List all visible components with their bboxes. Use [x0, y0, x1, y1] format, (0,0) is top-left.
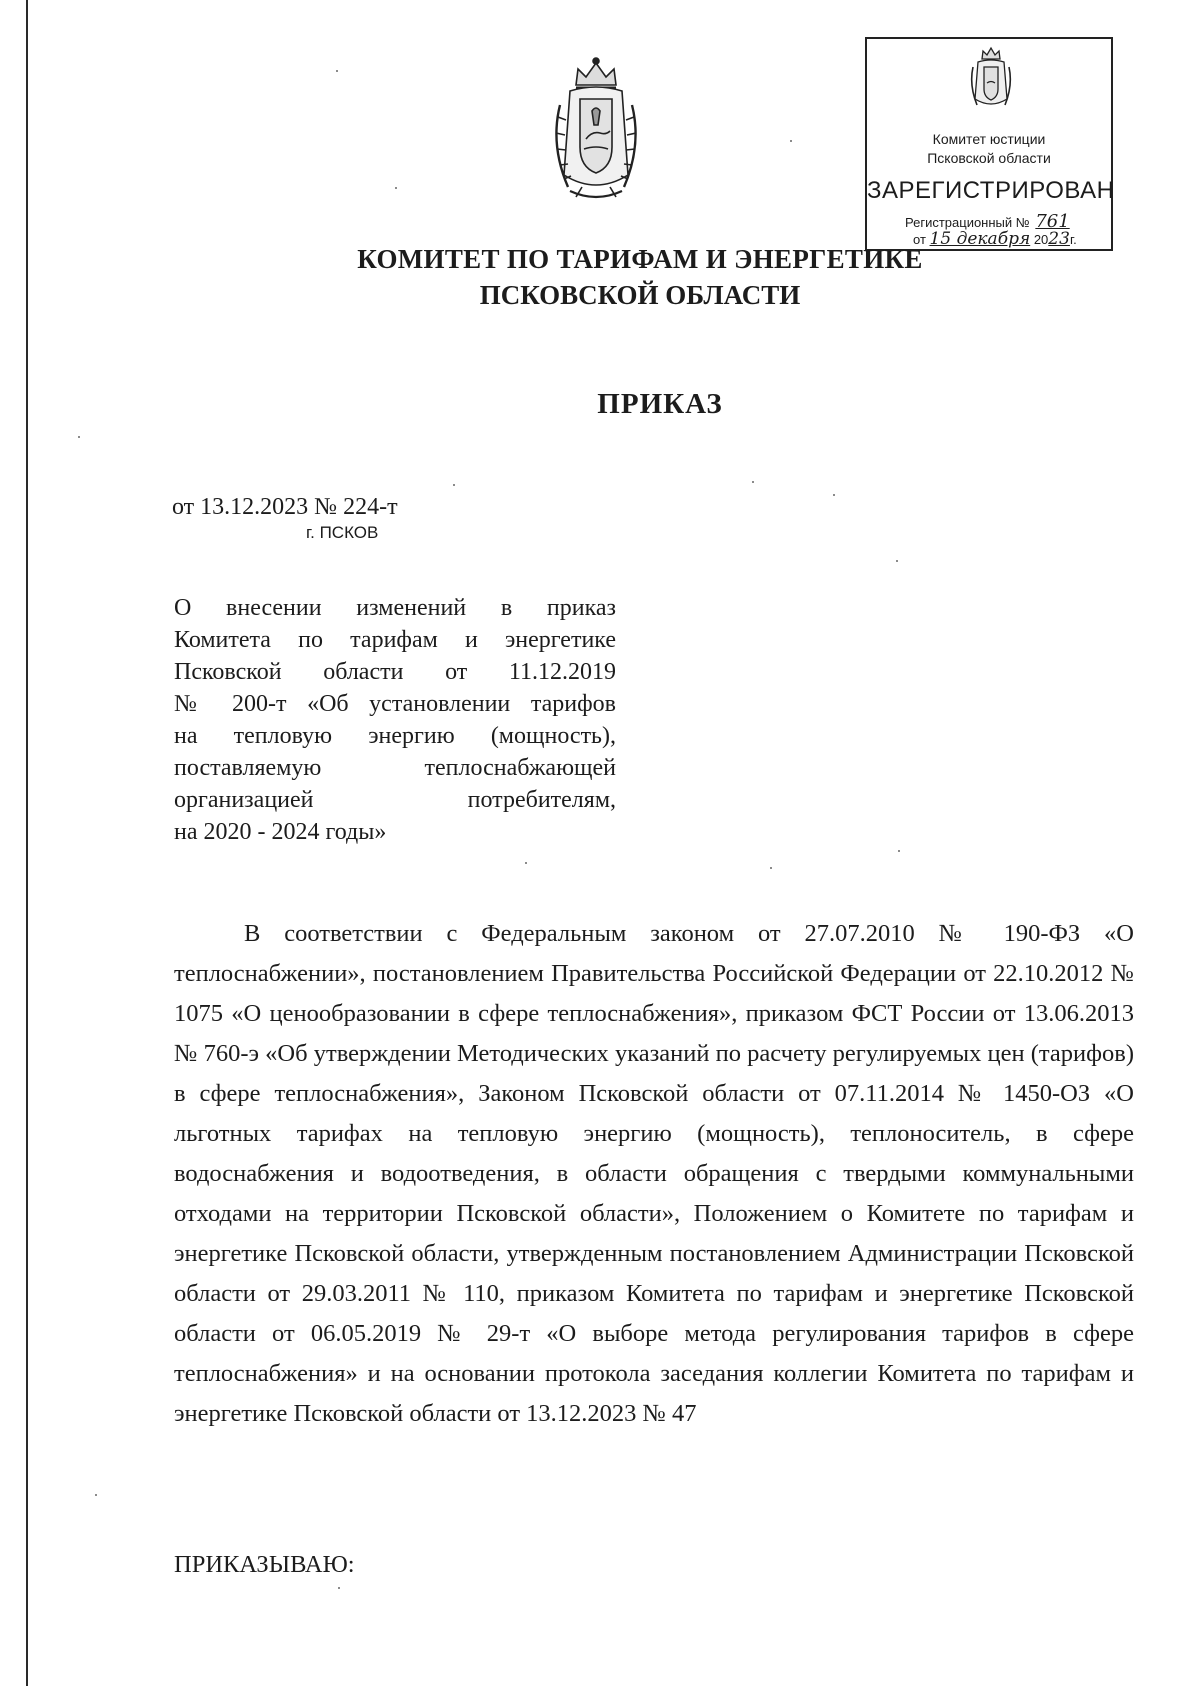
- authority-name-line2: ПСКОВСКОЙ ОБЛАСТИ: [479, 280, 801, 310]
- preamble-paragraph: В соответствии с Федеральным законом от 27.07.2010 № 190-ФЗ «О теплоснабжении», постановлением Правительства Российской Федерации от 22.10.2012 № 1075 «О ценообразовании в сфере теплоснабжения», приказом ФСТ России от 13.06.2013 № 760-э «Об утверждении Методических указаний по расчету регулируемых цен (тарифов) в сфере теплоснабжения», Законом Псковской области от 07.11.2014 № 1450-ОЗ «О льготных тарифах на тепловую энергию (мощность), теплоноситель, в сфере водоснабжения и водоотведения, в области обращения с твердыми коммунальными отходами на территории Псковской области», Положением о Комитете по тарифам и энергетике Псковской области, утвержденным постановлением Администрации Псковской области от 29.03.2011 № 110, приказом Комитета по тарифам и энергетике Псковской области от 06.05.2019 № 29-т «О выборе метода регулирования тарифов в сфере теплоснабжения» и на основании протокола заседания коллегии Комитета по тарифам и энергетике Псковской области от 13.12.2023 № 47: [174, 920, 1134, 1427]
- order-command: ПРИКАЗЫВАЮ:: [174, 1551, 355, 1578]
- scan-speck: [78, 436, 80, 438]
- coat-of-arms-emblem: [548, 55, 644, 205]
- subject-line: на 2020 - 2024 годы»: [174, 819, 387, 845]
- stamp-year-prefix: 20: [1033, 232, 1049, 247]
- subject-line: Комитета по тарифам и энергетике: [174, 627, 616, 653]
- subject-line: поставляемую теплоснабжающей: [174, 755, 616, 781]
- subject-line: на тепловую энергию (мощность),: [174, 723, 616, 749]
- stamp-year-handwritten: 23: [1048, 229, 1070, 249]
- scan-speck: [790, 140, 792, 142]
- stamp-org-line1: Комитет юстиции: [932, 131, 1046, 147]
- subject-line: организацией потребителям,: [174, 787, 616, 813]
- stamp-date-prefix: от: [913, 232, 926, 247]
- scan-speck: [833, 494, 835, 496]
- scan-speck: [95, 1494, 97, 1496]
- stamp-year-suffix: г.: [1069, 232, 1077, 247]
- order-date-number: от 13.12.2023 № 224-т: [172, 494, 398, 520]
- document-type-title: ПРИКАЗ: [597, 388, 723, 420]
- stamp-emblem: [969, 45, 1013, 111]
- order-city: г. ПСКОВ: [306, 523, 379, 542]
- scan-speck: [336, 70, 338, 72]
- scan-speck: [453, 484, 455, 486]
- subject-line: Псковской области от 11.12.2019: [174, 659, 616, 685]
- scan-speck: [525, 862, 527, 864]
- subject-line: № 200-т «Об установлении тарифов: [174, 691, 616, 717]
- subject-line: О внесении изменений в приказ: [174, 595, 616, 621]
- stamp-org-line2: Псковской области: [927, 150, 1051, 166]
- stamp-status: ЗАРЕГИСТРИРОВАН: [867, 177, 1115, 204]
- authority-name-line1: КОМИТЕТ ПО ТАРИФАМ И ЭНЕРГЕТИКЕ: [357, 244, 923, 274]
- scan-speck: [395, 187, 397, 189]
- scan-speck: [770, 867, 772, 869]
- scan-edge-line: [26, 0, 28, 1686]
- scan-speck: [752, 481, 754, 483]
- scan-speck: [896, 560, 898, 562]
- scan-speck: [338, 1587, 340, 1589]
- registration-stamp: [865, 37, 1113, 251]
- order-subject: [174, 592, 616, 848]
- scan-speck: [898, 850, 900, 852]
- stamp-reg-label: Регистрационный №: [905, 215, 1030, 230]
- stamp-date-handwritten: 15 декабря: [929, 229, 1031, 249]
- stamp-reg-number-handwritten: 761: [1035, 211, 1070, 232]
